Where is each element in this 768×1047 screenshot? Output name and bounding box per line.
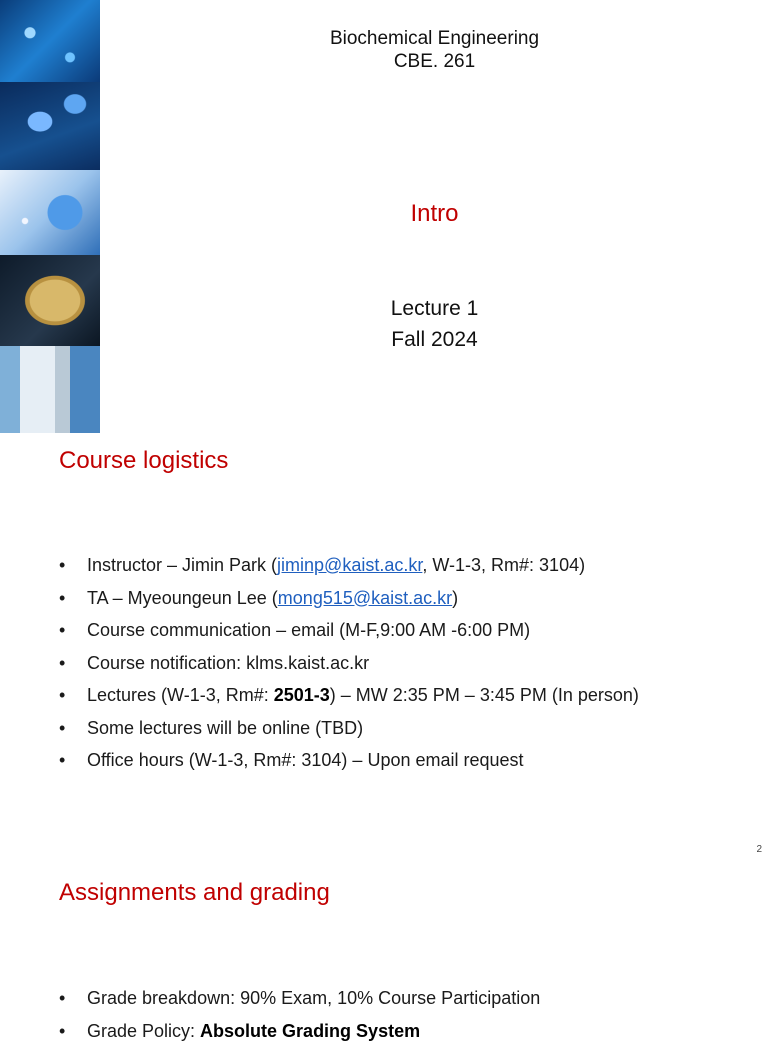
protein-image [0,170,100,255]
course-logistics-slide [0,433,768,866]
assignments-grading-slide [0,866,768,1024]
grading-system: Absolute Grading System [200,1021,420,1041]
slide-heading: Course logistics [59,447,228,475]
bullet-icon: • [59,549,65,582]
course-title [101,27,768,73]
slide-heading: Assignments and grading [59,879,330,907]
list-item: • TA – Myeoungeun Lee (mong515@kaist.ac.kr) [59,582,639,615]
bullet-icon: • [59,582,65,615]
course-name: Biochemical Engineering [101,27,768,50]
list-item: • Course notification: klms.kaist.ac.kr [59,647,639,680]
list-item: • Instructor – Jimin Park (jiminp@kaist.ac.kr, W-1-3, Rm#: 3104) [59,549,639,582]
bullet-icon: • [59,679,65,712]
bullet-icon: • [59,647,65,680]
section-title: Intro [101,200,768,228]
lecture-info [101,293,768,355]
lecture-number: Lecture 1 [101,293,768,324]
bullet-icon: • [59,982,65,1015]
list-item: • Grade breakdown: 90% Exam, 10% Course Participation [59,982,540,1015]
bacteria-image [0,82,100,170]
lecture-term: Fall 2024 [101,324,768,355]
grading-list [59,982,540,1047]
bioreactor-image [0,346,100,433]
list-item: • Some lectures will be online (TBD) [59,712,639,745]
ta-email-link[interactable]: mong515@kaist.ac.kr [278,588,452,608]
list-item: • Grade Policy: Absolute Grading System [59,1015,540,1047]
bullet-icon: • [59,744,65,777]
instructor-email-link[interactable]: jiminp@kaist.ac.kr [277,555,422,575]
list-item: • Course communication – email (M-F,9:00 AM -6:00 PM) [59,614,639,647]
list-item: • Office hours (W-1-3, Rm#: 3104) – Upon email request [59,744,639,777]
title-slide [0,0,768,433]
image-strip [0,0,101,433]
dna-image [0,0,100,82]
bullet-icon: • [59,1015,65,1047]
petri-dish-image [0,255,100,346]
room-number: 2501-3 [274,685,330,705]
page-number: 2 [756,844,762,855]
bullet-icon: • [59,614,65,647]
logistics-list [59,549,639,777]
list-item: • Lectures (W-1-3, Rm#: 2501-3) – MW 2:35 PM – 3:45 PM (In person) [59,679,639,712]
bullet-icon: • [59,712,65,745]
course-code: CBE. 261 [101,50,768,73]
